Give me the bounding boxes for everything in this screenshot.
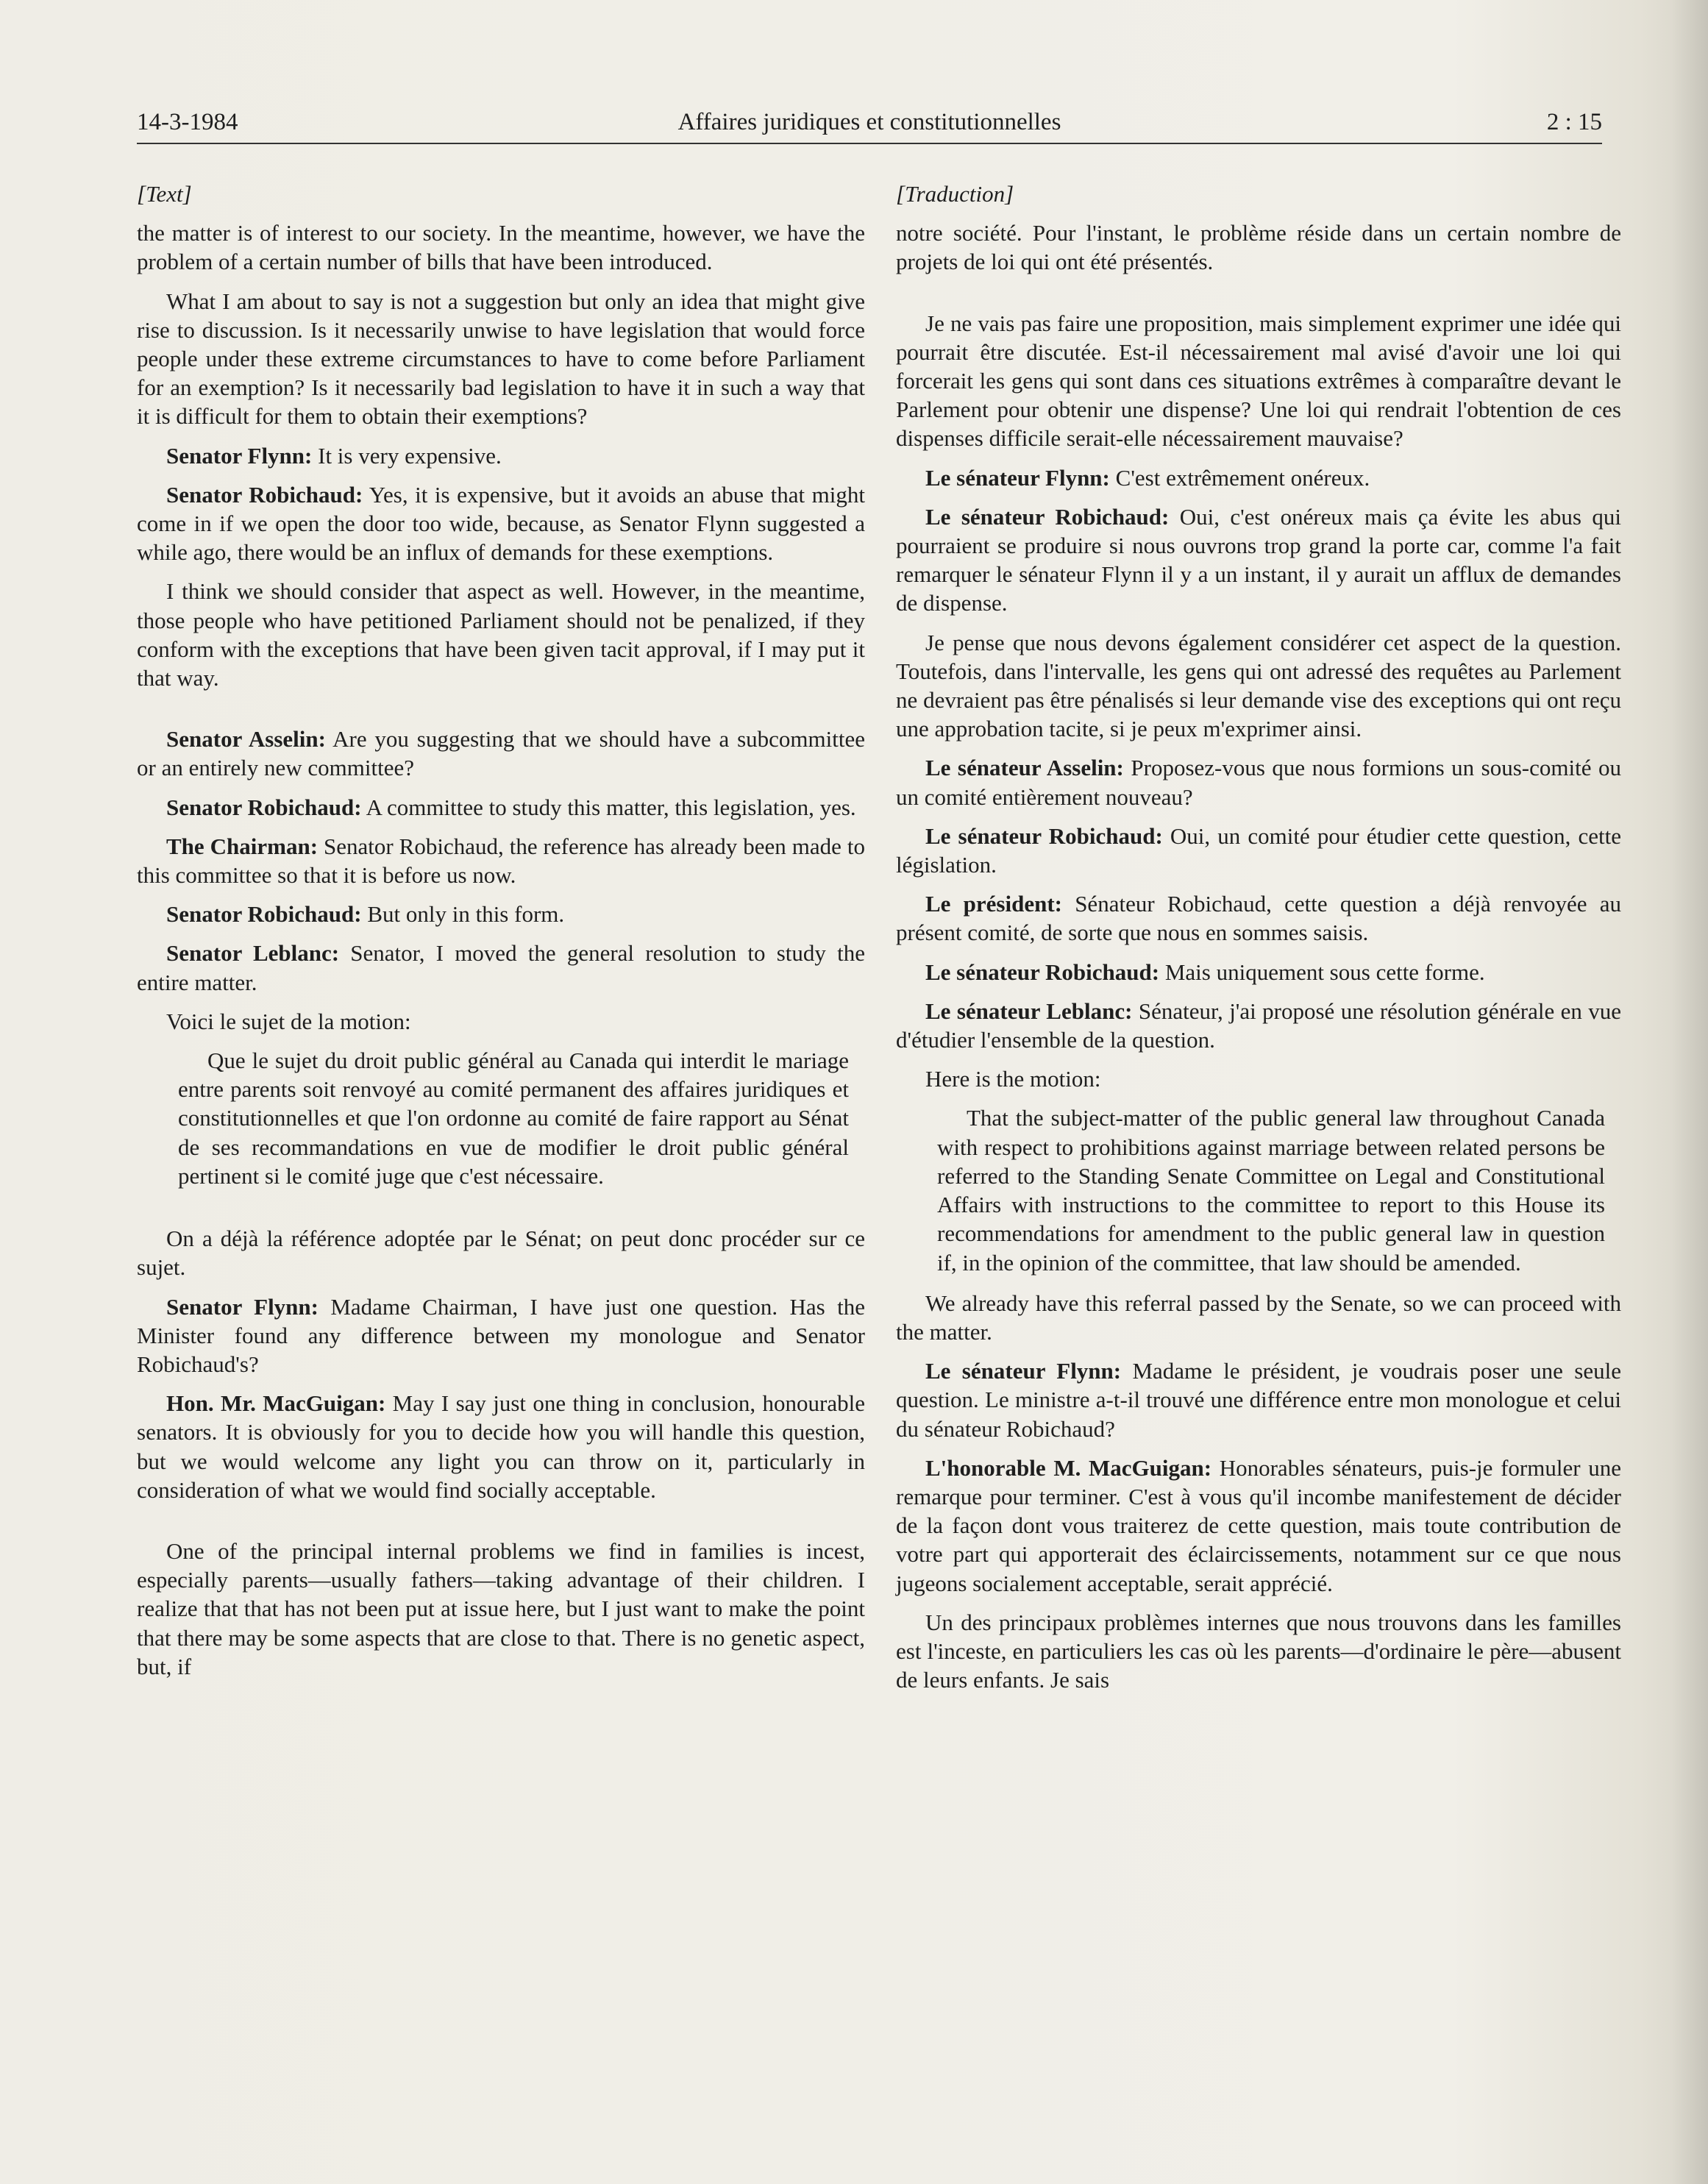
right-paragraph-8	[896, 889, 1621, 947]
speaker-name: Senator Leblanc:	[166, 940, 340, 967]
speech-text: Proposez-vous que nous formions un sous-comité ou un comité entièrement nouveau?	[896, 755, 1621, 810]
header-rule	[137, 143, 1602, 144]
left-paragraph-2: What I am about to say is not a suggestion but only an idea that might give rise to discussion. Is it necessarily unwise to have legislation that would force people under these extreme circumstances to have to come before Parliament for an exemption? Is it necessarily bad legislation to have it in such a way that it is difficult for them to obtain their exemptions?	[137, 288, 865, 430]
speech-text: Madame Chairman, I have just one question. Has the Minister found any difference between my monologue and Senator Robichaud's?	[137, 1293, 865, 1377]
left-column	[137, 179, 865, 1691]
speaker-name: Le sénateur Robichaud:	[925, 958, 1160, 985]
right-paragraph-1: notre société. Pour l'instant, le problème réside dans un certain nombre de projets de loi qui ont été présentés.	[896, 220, 1621, 275]
right-paragraph-6	[896, 753, 1621, 811]
page-edge-shadow	[1671, 0, 1708, 2184]
speaker-name: Senator Flynn:	[166, 442, 313, 469]
speaker-name: Le sénateur Asselin:	[925, 755, 1124, 781]
speaker-name: Senator Flynn:	[166, 1293, 319, 1320]
left-language-tag: [Text]	[137, 181, 192, 207]
right-paragraph-12: We already have this referral passed by the Senate, so we can proceed with the matter.	[896, 1290, 1621, 1345]
right-paragraph-5: Je pense que nous devons également considérer cet aspect de la question. Toutefois, dans l'intervalle, les gens qui ont adressé des requêtes au Parlement ne devraient pas être pénalisés si leur demande vise des exceptions qui ont reçu une approbation tacite, si je peux m'exprimer ainsi.	[896, 629, 1621, 742]
speech-text: It is very expensive.	[312, 442, 502, 469]
motion-text: Que le sujet du droit public général au Canada qui interdit le mariage entre parents soit renvoyé au comité permanent des affaires juridiques et constitutionnelles et que l'on ordonne au comité de faire rapport au Sénat de ses recommandations en vue de modifier le droit public général pertinent si le comité juge que c'est nécessaire.	[178, 1047, 849, 1189]
speaker-name: Le sénateur Robichaud:	[925, 503, 1170, 530]
right-paragraph-2: Je ne vais pas faire une proposition, mais simplement exprimer une idée qui pourrait être discutée. Est-il nécessairement mal avisé d'avoir une loi qui forcerait les gens qui sont dans ces situations extrêmes à comparaître devant le Parlement pour obtenir une dispense? Une loi qui rendrait l'obtention de ces dispenses difficile serait-elle nécessairement mauvaise?	[896, 310, 1621, 452]
left-paragraph-7	[137, 793, 865, 822]
left-paragraph-11: Voici le sujet de la motion:	[166, 1008, 411, 1034]
right-paragraph-9	[896, 958, 1621, 986]
speech-text: Are you suggesting that we should have a subcommittee or an entirely new committee?	[137, 726, 865, 781]
speaker-name: Hon. Mr. MacGuigan:	[166, 1390, 386, 1417]
left-motion-quote	[137, 1046, 865, 1190]
speech-text: Mais uniquement sous cette forme.	[1159, 958, 1485, 985]
left-paragraph-5: I think we should consider that aspect as well. However, in the meantime, those people who have petitioned Parliament should not be penalized, if they conform with the exceptions that have been given tacit approval, if I may put it that way.	[137, 578, 865, 691]
right-paragraph-4	[896, 502, 1621, 618]
speaker-name: Le sénateur Leblanc:	[925, 997, 1133, 1024]
speaker-name: The Chairman:	[166, 833, 319, 859]
header-page-number: 2 : 15	[1546, 109, 1602, 135]
speaker-name: Le président:	[925, 891, 1062, 917]
right-paragraph-14	[896, 1454, 1621, 1598]
speech-text: Madame le président, je voudrais poser une seule question. Le ministre a-t-il trouvé une différence entre mon monologue et celui du sénateur Robichaud?	[896, 1358, 1621, 1442]
left-paragraph-6	[137, 725, 865, 782]
right-paragraph-10	[896, 997, 1621, 1054]
right-paragraph-11: Here is the motion:	[925, 1066, 1101, 1092]
right-paragraph-3	[896, 463, 1621, 492]
speaker-name: Le sénateur Flynn:	[925, 464, 1110, 491]
speaker-name: L'honorable M. MacGuigan:	[925, 1454, 1212, 1481]
left-paragraph-13	[137, 1292, 865, 1379]
left-paragraph-14	[137, 1389, 865, 1504]
speaker-name: Le sénateur Flynn:	[925, 1358, 1122, 1384]
right-paragraph-13	[896, 1356, 1621, 1443]
speech-text: Sénateur Robichaud, cette question a déjà renvoyée au présent comité, de sorte que nous en sommes saisis.	[896, 891, 1621, 946]
right-column	[896, 179, 1621, 1704]
speech-text: C'est extrêmement onéreux.	[1109, 464, 1370, 491]
left-paragraph-12: On a déjà la référence adoptée par le Sénat; on peut donc procéder sur ce sujet.	[137, 1226, 865, 1281]
right-language-tag: [Traduction]	[896, 181, 1014, 207]
speech-text: Yes, it is expensive, but it avoids an abuse that might come in if we open the door too wide, because, as Senator Flynn suggested a while ago, there would be an influx of demands for these exemptions.	[137, 481, 865, 566]
speech-text: Sénateur, j'ai proposé une résolution générale en vue d'étudier l'ensemble de la question.	[896, 997, 1622, 1053]
speech-text: But only in this form.	[361, 901, 565, 928]
page-header	[137, 109, 1602, 144]
left-paragraph-8	[137, 832, 865, 889]
speech-text: Honorables sénateurs, puis-je formuler une remarque pour terminer. C'est à vous qu'il incombe manifestement de décider de la façon dont vous traiterez de cette question, mais toute contribution de votre part qui apporterait des éclaircissements, notamment sur ce que nous jugeons socialement acceptable, serait apprécié.	[896, 1454, 1621, 1596]
motion-text: That the subject-matter of the public general law throughout Canada with respect to prohibitions against marriage between related persons be referred to the Standing Senate Committee on Legal and Constitutional Affairs with instructions to the committee to report to this House its recommendations for amendment to the public general law in question if, in the opinion of the committee, that law should be amended.	[937, 1105, 1605, 1276]
right-paragraph-15: Un des principaux problèmes internes que nous trouvons dans les familles est l'inceste, en particuliers les cas où les parents—d'ordinaire le père—abusent de leurs enfants. Je sais	[896, 1609, 1621, 1693]
header-date: 14-3-1984	[137, 109, 238, 135]
speaker-name: Senator Robichaud:	[166, 481, 363, 508]
right-paragraph-7	[896, 822, 1621, 879]
speaker-name: Le sénateur Robichaud:	[925, 822, 1163, 849]
left-paragraph-10	[137, 939, 865, 996]
left-paragraph-4	[137, 480, 865, 567]
speaker-name: Senator Robichaud:	[166, 794, 362, 820]
left-paragraph-3	[137, 441, 865, 470]
right-motion-quote	[896, 1103, 1621, 1276]
left-paragraph-9	[137, 900, 865, 928]
speech-text: Oui, un comité pour étudier cette question, cette législation.	[896, 822, 1621, 878]
speaker-name: Senator Asselin:	[166, 726, 326, 753]
speaker-name: Senator Robichaud:	[166, 901, 362, 928]
speech-text: Oui, c'est onéreux mais ça évite les abus qui pourraient se produire si nous ouvrons trop grand la porte car, comme l'a fait remarquer le sénateur Flynn il y a un instant, il y aurait un afflux de demandes de dispense.	[896, 503, 1621, 616]
speech-text: A committee to study this matter, this legislation, yes.	[361, 794, 856, 820]
left-paragraph-1: the matter is of interest to our society. In the meantime, however, we have the problem of a certain number of bills that have been introduced.	[137, 220, 865, 275]
speech-text: Senator Robichaud, the reference has already been made to this committee so that it is before us now.	[137, 833, 865, 889]
left-paragraph-15: One of the principal internal problems we find in families is incest, especially parents—usually fathers—taking advantage of their children. I realize that that has not been put at issue here, but I just want to make the point that there may be some aspects that are close to that. There is no genetic aspect, but, if	[137, 1537, 865, 1679]
header-title: Affaires juridiques et constitutionnelles	[677, 109, 1061, 135]
speech-text: Senator, I moved the general resolution to study the entire matter.	[137, 940, 865, 995]
speech-text: May I say just one thing in conclusion, honourable senators. It is obviously for you to decide how you will handle this question, but we would welcome any light you can throw on it, particularly in consideration of what we would find socially acceptable.	[137, 1390, 865, 1503]
